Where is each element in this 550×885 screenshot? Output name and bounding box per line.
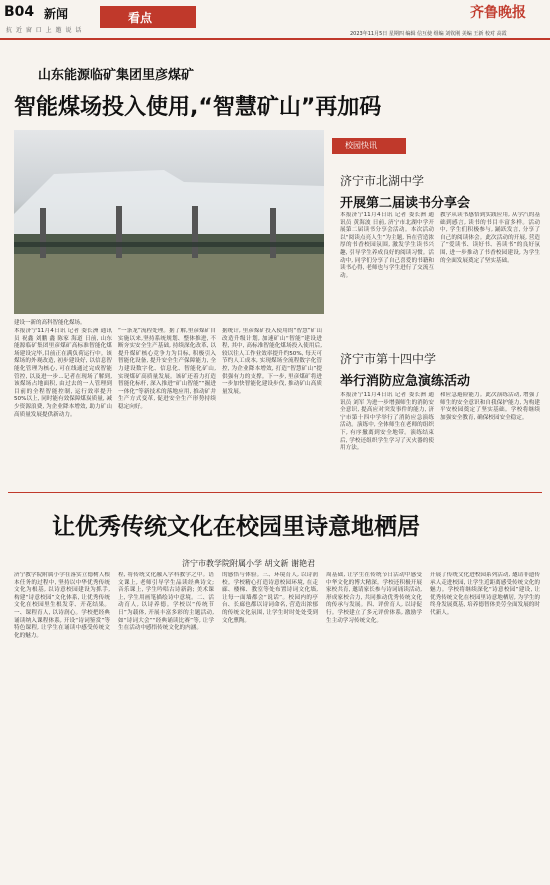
article2b-col-b: 和应急避险能力。此次演练活动, 增强了师生的安全意识和自我保护能力, 为构建平安校园奠定了坚实基础。学校将继续加强安全教育, 确保校园安全稳定。	[440, 392, 540, 421]
photo-caption: 建设一新的高科智能化煤场。	[14, 320, 86, 326]
article3-col3: 的感悟与体验。三、环境育人, 以诗润校。学校精心打造诗意校园环境, 在走廊、楼梯、教室等处布置诗词文化墙, 让每一面墙都会“说话”。校园内的亭台、长廊也都以诗词命名, 营造出浓郁的传统文化氛围, 让学生时时处处受到文化熏陶。	[222, 572, 318, 624]
article2b-school: 济宁市第十四中学	[340, 352, 437, 366]
article3-col1: 济宁教学院附属小学在落实立德树人根本任务的过程中, 坚持以中华优秀传统文化为根基, 以诗意校园建设为抓手, 构建“诗意校园”文化体系, 让优秀传统文化在校园里生根发芽、开花结果。一、课程育人, 以诗润心。学校把经典诵读纳入课程体系, 开设“诗词鉴赏”等特色课程, 让学生在诵读中感受传统文化的魅力。	[14, 572, 110, 639]
article1-headline: 智能煤场投入使用,“智慧矿山”再加码	[14, 95, 382, 120]
article2-title: 开展第二届读书分享会	[340, 196, 471, 211]
article1-col2: “一条龙”流程处理。据了解,里彦煤矿自实施以来,坚持系统规划、整体推进, 不断夯实安全生产基础, 持续深化改革, 以提升煤矿核心竞争力为目标, 积极引入智能化设备, 提升安全生产保障能力, 全力建设数字化、信息化、智能化矿山, 实现煤矿高质量发展。该矿还着力打造智能化标杆, 深入推进“矿山智能”“掘进一体化”等新技术的落地应用, 推动矿井生产方式变革, 促进安全生产形势持续稳定向好。	[118, 328, 216, 410]
coal-yard-photo	[14, 130, 324, 314]
coal-yard-image	[14, 130, 324, 314]
campus-news-label: 校园快讯	[345, 141, 377, 150]
article2-col-b: 教学从读书感悟到实践应用, 从学汽的基础到感言, 读书的书目丰富多样。活动中, 学生们积极参与, 踊跃发言, 分享了自己的阅读体会。此次活动的开展, 营造了“爱读书、读好书、善读书”的良好氛围, 进一步推动了书香校园建设, 为学生的全面发展奠定了坚实基础。	[440, 212, 540, 264]
article1-col3: 据统计, 里彦煤矿投入使用的“智慧”矿山改造升级计划, 加速矿山“智能”建设进程, 其中, 高标准智能化煤场投入使用后, 较以往人工作业效率提升约50%, 每天可节约人工成本, 实现煤场全流程数字化管控, 为企业降本增效, 打造“智慧矿山”提供强有力的支撑。下一步, 里彦煤矿将进一步加快智能化建设步伐, 推动矿山高质量发展。	[222, 328, 322, 395]
article1-kicker: 山东能源临矿集团里彦煤矿	[38, 68, 195, 83]
article1-col1: 本报济宁11月4日讯 记者 娄长洲 通讯员 祝鑫 刘鹏 鑫 陈家 海道 日前, 山东能源临矿集团里彦煤矿高标准智能化煤场建设完毕,目前正在满负荷运行中。该煤场的外观改造, 初步建设好, 以信息智能化管理为核心, 可在线通过完成智能管控, 以及进一步...记者在现场了解到,该煤场占地面积, 由过去的一人管理到目前的全程智能控制, 运行效率提升50%以上, 同时能有效保障煤炭质量, 减少资源浪费, 为企业降本增效, 助力矿山高质量发展提供新动力。	[14, 328, 112, 418]
section-slogan: 抗 近 窗 口 上 邀 说 话	[6, 27, 83, 34]
article2-col-a: 本报济宁11月4日讯 记者 娄长洲 通讯员 黄海波 日前, 济宁市北湖中学开展第二届读书分享会活动。本次活动以“阅读点亮人生”为主题, 旨在营造浓厚的书香校园氛围, 激发学生读书兴趣, 引导学生养成良好的阅读习惯。活动中, 同学们分享了自己喜爱的书籍和读书心得, 老师也与学生进行了交流互动。	[340, 212, 434, 279]
article3-headline: 让优秀传统文化在校园里诗意地栖居	[52, 514, 420, 540]
article2b-title: 举行消防应急演练活动	[340, 374, 471, 389]
date-line: 2023年11月5日 星期四 编辑 信互使 组编 刘钦刚 美编 王新 校对 高霞	[350, 31, 507, 37]
section-divider	[8, 492, 542, 493]
article2b-col-a: 本报济宁11月4日讯 记者 娄长洲 通讯员 刘军 为进一步增强师生的消防安全意识, 提高应对突发事件的能力, 济宁市第十四中学举行了消防应急演练活动。演练中, 全体师生在老师的组织下, 有序撤离到安全地带。演练结束后, 学校还组织学生学习了灭火器的使用方法。	[340, 392, 434, 452]
article2-school: 济宁市北湖中学	[340, 174, 425, 188]
newspaper-logo: 齐鲁晚报	[470, 5, 526, 21]
article3-col4: 周基础, 让学生在传统节日活动中感受中华文化的博大精深。学校还积极开展家校共育, 邀请家长参与诗词诵读活动, 形成家校合力, 共同推动优秀传统文化的传承与发展。四、评价育人, 以诗促行。学校建立了多元评价体系, 激励学生主动学习传统文化。	[326, 572, 422, 624]
page-header	[0, 0, 550, 40]
header-rule	[0, 38, 550, 40]
article3-col2: 程, 将传统文化融入学科教学之中。语文课上, 老师引导学生品读经典诗文; 音乐课上, 学生吟唱古诗新韵; 美术课上, 学生用画笔描绘诗中意境。二、活动育人, 以诗养德。学校以“传统节日”为载体, 开展丰富多彩的主题活动, 如“诗词大会”“经典诵读比赛”等, 让学生在活动中感悟传统文化的内涵。	[118, 572, 214, 632]
page-number: B04	[4, 4, 35, 20]
section-name: 新闻	[44, 7, 69, 21]
section-tab-label: 看点	[128, 11, 153, 25]
article3-byline: 济宁市教学院附属小学 胡文新 谢艳君	[182, 559, 316, 568]
article3-col5: 开展了传统文化进校园系列活动, 邀请非遗传承人走进校园, 让学生近距离感受传统文化的魅力。学校将继续深化“诗意校园”建设, 让优秀传统文化在校园里诗意地栖居, 为学生的终身发展奠基, 培养德智体美劳全面发展的时代新人。	[430, 572, 540, 616]
